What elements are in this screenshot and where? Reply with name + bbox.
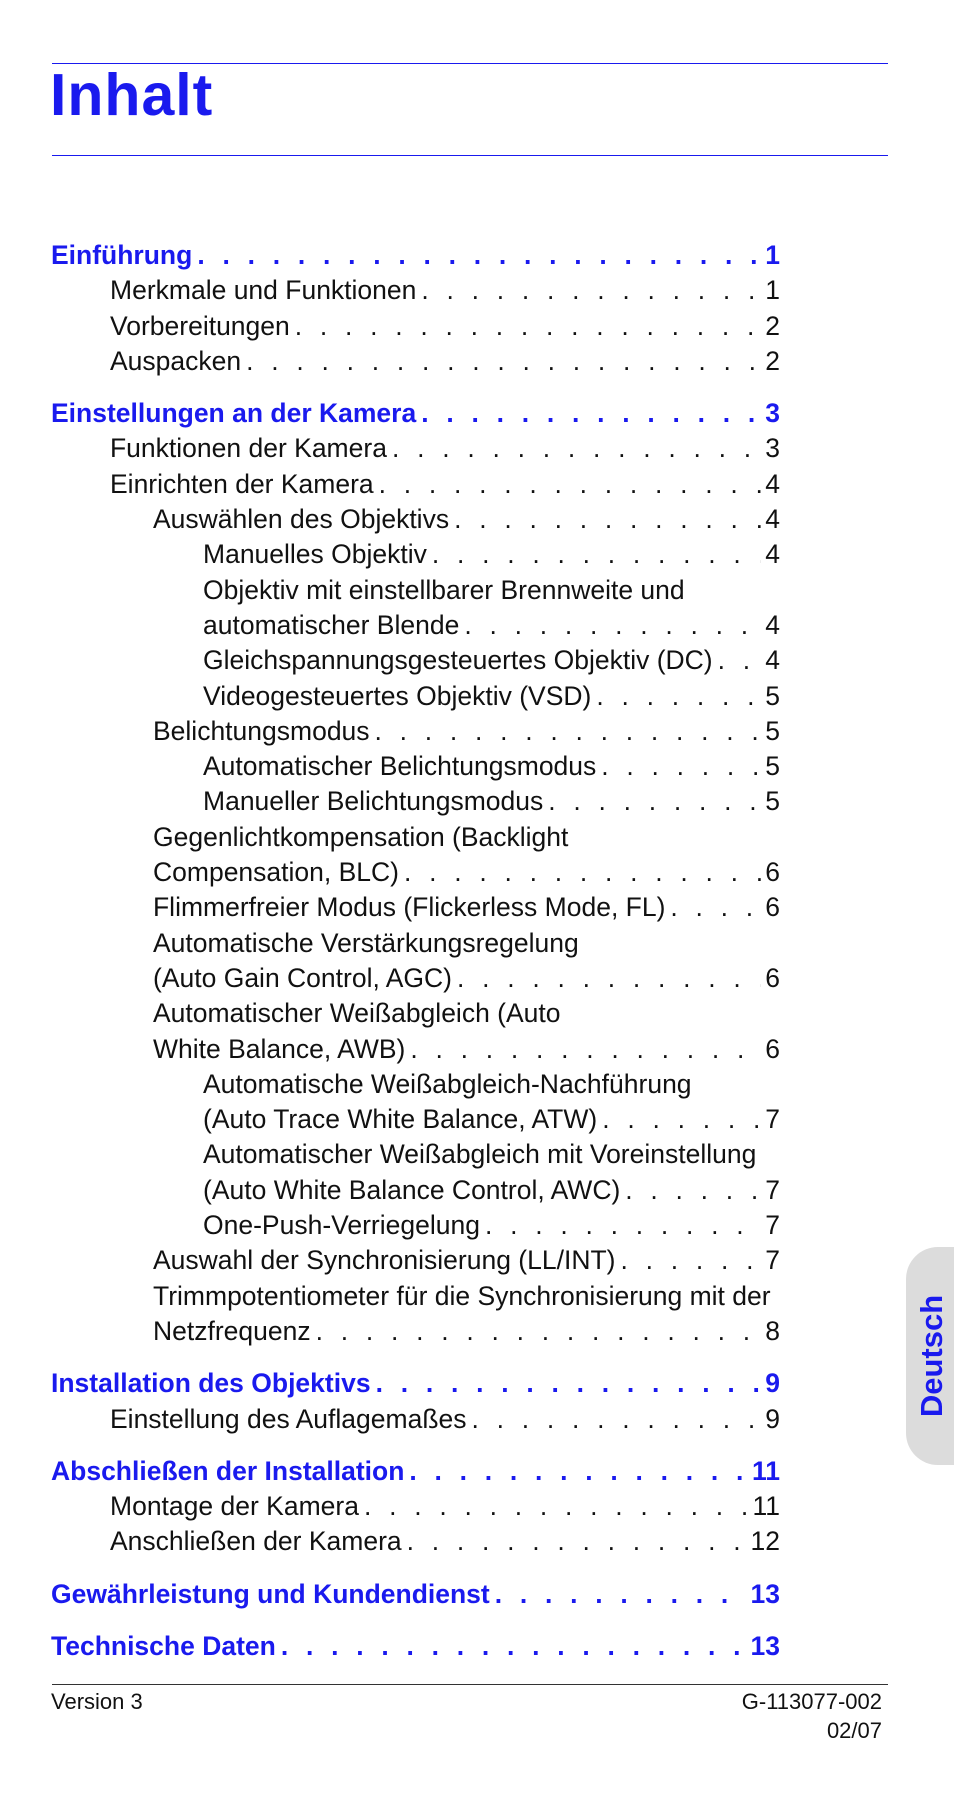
toc-entry[interactable]: [0, 1137, 780, 1172]
toc-entry-title: Objektiv mit einstellbarer Brennweite und: [203, 574, 685, 605]
language-tab-label: Deutsch: [914, 1294, 949, 1418]
toc-entry-title: automatischer Blende: [203, 609, 460, 640]
dot-leader: [449, 502, 761, 537]
footer-rule: [52, 1684, 888, 1685]
toc-entry[interactable]: [0, 1524, 780, 1559]
dot-leader: [427, 537, 761, 572]
toc-chapter[interactable]: [0, 1629, 780, 1664]
toc-entry-title: Merkmale und Funktionen: [110, 275, 417, 306]
toc-entry[interactable]: [0, 890, 780, 925]
dot-leader: [459, 608, 761, 643]
toc-entry[interactable]: [0, 1402, 780, 1437]
dot-leader: [374, 467, 762, 502]
toc-entry-title: Videogesteuertes Objektiv (VSD): [203, 680, 592, 711]
toc-entry-title: Automatischer Weißabgleich (Auto: [153, 998, 561, 1029]
toc-page-number: 9: [765, 1403, 780, 1434]
toc-chapter[interactable]: [0, 1454, 780, 1489]
toc-entry-title: Manueller Belichtungsmodus: [203, 786, 544, 817]
toc-entry-title: Automatischer Belichtungsmodus: [203, 751, 597, 782]
toc-entry-title: White Balance, AWB): [153, 1033, 406, 1064]
toc-entry[interactable]: [0, 502, 780, 537]
title-rule-bottom: [52, 155, 888, 156]
dot-leader: [480, 1208, 761, 1243]
toc-entry-title: Installation des Objektivs: [51, 1368, 371, 1399]
dot-leader: [416, 396, 761, 431]
dot-leader: [597, 1102, 761, 1137]
toc-page-number: 7: [765, 1174, 780, 1205]
toc-entry[interactable]: [0, 961, 780, 996]
dot-leader: [241, 344, 761, 379]
toc-chapter[interactable]: [0, 1577, 780, 1612]
footer-version: Version 3: [51, 1689, 143, 1714]
toc-entry[interactable]: [0, 784, 780, 819]
toc-page-number: 12: [750, 1526, 780, 1557]
toc-entry[interactable]: [0, 1067, 780, 1102]
toc-page-number: 2: [765, 345, 780, 376]
toc-entry[interactable]: [0, 820, 780, 855]
toc-entry-title: (Auto White Balance Control, AWC): [203, 1174, 621, 1205]
dot-leader: [452, 961, 761, 996]
language-tab-label-wrap: [906, 1247, 954, 1465]
toc-entry[interactable]: [0, 431, 780, 466]
toc-entry-title: Belichtungsmodus: [153, 715, 370, 746]
toc-chapter[interactable]: [0, 1366, 780, 1401]
toc-page-number: 6: [765, 892, 780, 923]
dot-leader: [665, 890, 761, 925]
dot-leader: [359, 1489, 749, 1524]
toc-entry-title: Auswählen des Objektivs: [153, 504, 450, 535]
toc-entry-title: Auspacken: [110, 345, 242, 376]
toc-entry-title: Einführung: [51, 240, 193, 270]
dot-leader: [615, 1243, 761, 1278]
dot-leader: [416, 273, 761, 308]
toc-entry[interactable]: [0, 467, 780, 502]
dot-leader: [370, 714, 762, 749]
toc-entry-title: Gewährleistung und Kundendienst: [51, 1578, 490, 1609]
toc-entry[interactable]: [0, 608, 780, 643]
toc-entry-title: Netzfrequenz: [153, 1315, 311, 1346]
toc-entry-title: Einstellungen an der Kamera: [51, 398, 417, 429]
toc-page-number: 4: [765, 468, 780, 499]
toc-entry[interactable]: [0, 1102, 780, 1137]
toc-page-number: 5: [765, 786, 780, 817]
toc-entry[interactable]: [0, 537, 780, 572]
toc-entry-title: Manuelles Objektiv: [203, 539, 427, 570]
toc-entry[interactable]: [0, 573, 780, 608]
toc-page-number: 5: [765, 680, 780, 711]
toc-page-number: 2: [765, 310, 780, 341]
toc-page-number: 7: [765, 1104, 780, 1135]
page-title: Inhalt: [50, 62, 214, 128]
toc-entry-title: Abschließen der Installation: [51, 1455, 405, 1486]
toc-entry[interactable]: [0, 309, 780, 344]
toc-entry[interactable]: [0, 855, 780, 890]
dot-leader: [596, 749, 761, 784]
dot-leader: [405, 1032, 761, 1067]
toc-entry-title: Montage der Kamera: [110, 1491, 359, 1522]
toc-page-number: 7: [765, 1245, 780, 1276]
dot-leader: [402, 1524, 747, 1559]
toc-entry-title: Funktionen der Kamera: [110, 433, 387, 464]
toc-page-number: 13: [750, 1578, 780, 1609]
toc-page-number: 7: [765, 1210, 780, 1241]
toc-entry-title: (Auto Trace White Balance, ATW): [203, 1104, 598, 1135]
toc-entry-title: Auswahl der Synchronisierung (LL/INT): [153, 1245, 616, 1276]
toc-entry-title: Technische Daten: [51, 1630, 276, 1661]
dot-leader: [713, 643, 762, 678]
dot-leader: [276, 1629, 747, 1664]
toc-page-number: 6: [765, 857, 780, 888]
toc-entry-title: Anschließen der Kamera: [110, 1526, 402, 1557]
toc-page-number: 6: [765, 1033, 780, 1064]
footer-document-number: G-113077-002: [741, 1689, 882, 1714]
toc-entry-title: Automatischer Weißabgleich mit Voreinstellung: [203, 1139, 757, 1170]
dot-leader: [290, 309, 761, 344]
toc-entry-title: Automatische Weißabgleich-Nachführung: [203, 1068, 692, 1099]
toc-page-number: 13: [750, 1630, 780, 1661]
toc-page-number: 4: [765, 645, 780, 676]
dot-leader: [404, 1454, 748, 1489]
toc-entry[interactable]: [0, 1208, 780, 1243]
toc-entry[interactable]: [0, 1489, 780, 1524]
toc-page-number: 3: [765, 398, 780, 429]
toc-page-number: 11: [751, 1455, 780, 1486]
dot-leader: [620, 1173, 761, 1208]
toc-page-number: 9: [765, 1368, 780, 1399]
toc-entry-title: Trimmpotentiometer für die Synchronisierung mit der: [153, 1280, 771, 1311]
toc-entry-title: Gleichspannungsgesteuertes Objektiv (DC): [203, 645, 713, 676]
toc-entry-title: Gegenlichtkompensation (Backlight: [153, 821, 569, 852]
dot-leader: [387, 431, 761, 466]
toc-entry-title: Flimmerfreier Modus (Flickerless Mode, FL): [153, 892, 666, 923]
toc-entry-title: (Auto Gain Control, AGC): [153, 962, 452, 993]
toc-page-number: 5: [765, 751, 780, 782]
toc-page-number: 6: [765, 962, 780, 993]
toc-page-number: 8: [765, 1315, 780, 1346]
dot-leader: [467, 1402, 762, 1437]
toc-page-number: 4: [765, 539, 780, 570]
toc-entry[interactable]: [0, 749, 780, 784]
dot-leader: [490, 1577, 747, 1612]
language-tab[interactable]: [906, 1247, 954, 1465]
toc-entry[interactable]: [0, 714, 780, 749]
dot-leader: [591, 679, 761, 714]
toc-page-number: 4: [765, 504, 780, 535]
toc-entry-title: Automatische Verstärkungsregelung: [153, 927, 579, 958]
toc-page-number: 1: [765, 275, 780, 306]
toc-page-number: 3: [765, 433, 780, 464]
dot-leader: [543, 784, 761, 819]
toc-page-number: 1: [765, 240, 780, 270]
dot-leader: [371, 1366, 762, 1401]
dot-leader: [399, 855, 761, 890]
toc-entry[interactable]: [0, 1279, 780, 1314]
table-of-contents: [0, 238, 954, 1664]
toc-page-number: 5: [765, 715, 780, 746]
toc-chapter[interactable]: [0, 238, 780, 273]
toc-entry[interactable]: [0, 996, 780, 1031]
toc-entry[interactable]: [0, 926, 780, 961]
footer-date: 02/07: [826, 1718, 882, 1743]
toc-page-number: 11: [752, 1491, 780, 1522]
toc-entry[interactable]: [0, 1032, 780, 1067]
toc-entry[interactable]: [0, 1173, 780, 1208]
dot-leader: [192, 238, 761, 273]
toc-entry-title: Compensation, BLC): [153, 857, 399, 888]
toc-entry-title: Einrichten der Kamera: [110, 468, 374, 499]
toc-entry[interactable]: [0, 643, 780, 678]
toc-entry-title: One-Push-Verriegelung: [203, 1210, 480, 1241]
toc-entry[interactable]: [0, 273, 780, 308]
toc-entry[interactable]: [0, 679, 780, 714]
toc-chapter[interactable]: [0, 396, 780, 431]
toc-entry[interactable]: [0, 1314, 780, 1349]
dot-leader: [311, 1314, 762, 1349]
toc-entry[interactable]: [0, 1243, 780, 1278]
toc-entry-title: Einstellung des Auflagemaßes: [110, 1403, 467, 1434]
toc-page-number: 4: [765, 609, 780, 640]
toc-entry[interactable]: [0, 344, 780, 379]
toc-entry-title: Vorbereitungen: [110, 310, 290, 341]
